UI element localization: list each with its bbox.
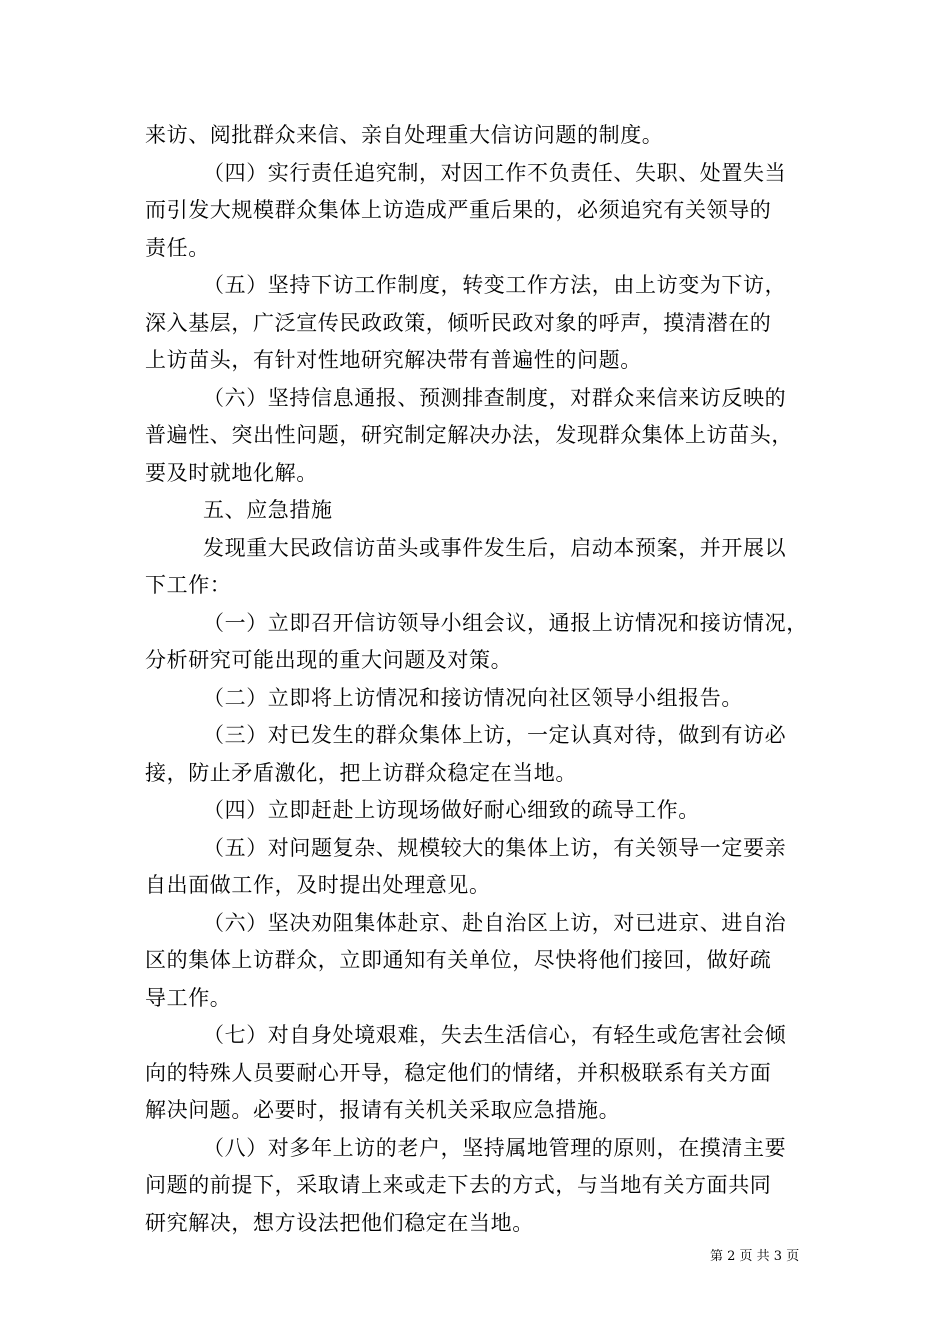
text-line: 责任。 — [145, 236, 210, 260]
text-line: （六）坚持信息通报、预测排查制度，对群众来信来访反映的 — [203, 386, 787, 410]
text-line: 问题的前提下，采取请上来或走下去的方式，与当地有关方面共同 — [145, 1173, 772, 1197]
text-line: 自出面做工作，及时提出处理意见。 — [145, 873, 491, 897]
text-line: （七）对自身处境艰难，失去生活信心，有轻生或危害社会倾 — [203, 1023, 787, 1047]
text-line: 研究解决，想方设法把他们稳定在当地。 — [145, 1211, 534, 1235]
text-line: （一）立即召开信访领导小组会议，通报上访情况和接访情况， — [203, 611, 808, 635]
text-line: 接，防止矛盾激化，把上访群众稳定在当地。 — [145, 761, 577, 785]
text-line: 来访、阅批群众来信、亲自处理重大信访问题的制度。 — [145, 123, 664, 147]
text-line: （五）坚持下访工作制度，转变工作方法，由上访变为下访， — [203, 273, 787, 297]
text-line: （五）对问题复杂、规模较大的集体上访，有关领导一定要亲 — [203, 836, 787, 860]
text-line: 要及时就地化解。 — [145, 461, 318, 485]
page-number-footer: 第 2 页 共 3 页 — [710, 1249, 800, 1264]
text-line: 普遍性、突出性问题，研究制定解决办法，发现群众集体上访苗头， — [145, 423, 793, 447]
text-line: 发现重大民政信访苗头或事件发生后，启动本预案，并开展以 — [203, 536, 787, 560]
text-line: 上访苗头，有针对性地研究解决带有普遍性的问题。 — [145, 348, 642, 372]
section-heading: 五、应急措施 — [203, 498, 333, 522]
text-line: 区的集体上访群众，立即通知有关单位，尽快将他们接回，做好疏 — [145, 948, 772, 972]
text-line: （二）立即将上访情况和接访情况向社区领导小组报告。 — [203, 686, 743, 710]
text-line: 向的特殊人员要耐心开导，稳定他们的情绪，并积极联系有关方面 — [145, 1061, 772, 1085]
text-line: （四）实行责任追究制，对因工作不负责任、失职、处置失当 — [203, 161, 787, 185]
text-line: 深入基层，广泛宣传民政政策，倾听民政对象的呼声，摸清潜在的 — [145, 311, 772, 335]
text-line: 而引发大规模群众集体上访造成严重后果的，必须追究有关领导的 — [145, 198, 772, 222]
text-line: 下工作： — [145, 573, 232, 597]
text-line: （八）对多年上访的老户，坚持属地管理的原则，在摸清主要 — [203, 1136, 787, 1160]
text-line: 解决问题。必要时，报请有关机关采取应急措施。 — [145, 1098, 621, 1122]
text-line: （四）立即赶赴上访现场做好耐心细致的疏导工作。 — [203, 798, 700, 822]
text-line: 分析研究可能出现的重大问题及对策。 — [145, 648, 513, 672]
text-line: （六）坚决劝阻集体赴京、赴自治区上访，对已进京、进自治 — [203, 911, 787, 935]
text-line: 导工作。 — [145, 986, 232, 1010]
text-line: （三）对已发生的群众集体上访，一定认真对待，做到有访必 — [203, 723, 787, 747]
